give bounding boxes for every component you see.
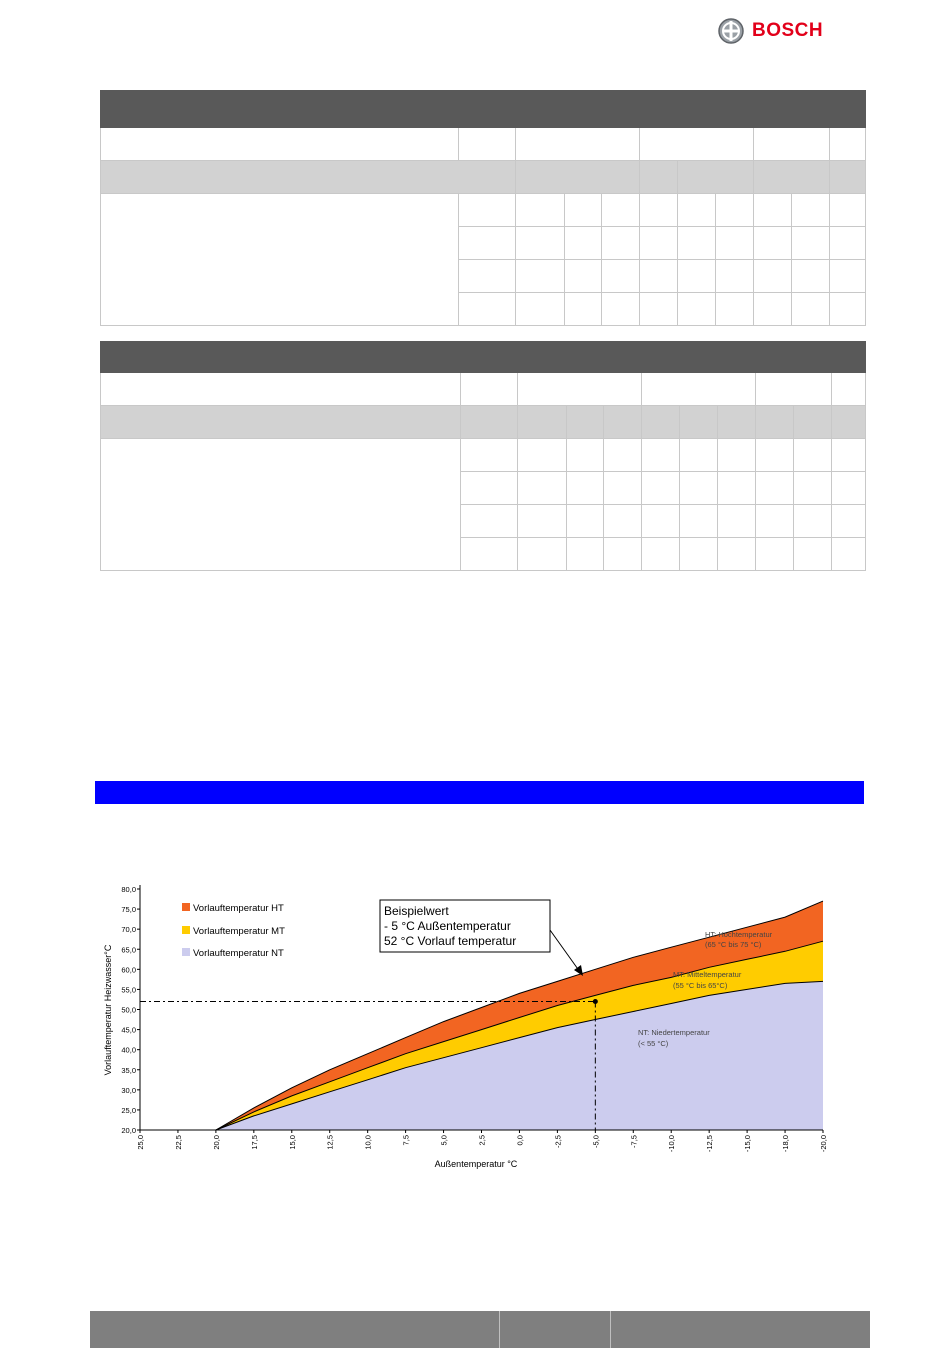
x-tick-label: -20,0 [819, 1135, 828, 1153]
x-tick-label: 0,0 [515, 1135, 525, 1146]
heating-curve-chart [100, 875, 835, 1180]
x-tick-label: 15,0 [287, 1135, 297, 1150]
table-row [101, 439, 866, 472]
footer-cell [611, 1311, 870, 1348]
table-header-bar [101, 91, 866, 128]
example-point [593, 999, 598, 1004]
table-row [101, 194, 866, 227]
chart-legend [182, 903, 285, 959]
x-tick-label: 17,5 [249, 1135, 259, 1150]
x-tick-label: -10,0 [667, 1135, 677, 1153]
bosch-armature-icon [718, 18, 744, 44]
y-tick-label: 40,0 [121, 1045, 136, 1055]
annotation-mt-1: MT: Mitteltemperatur [673, 970, 742, 979]
table-subheader-row [101, 406, 866, 439]
legend-swatch-nt [182, 948, 190, 956]
y-tick-label: 65,0 [121, 945, 136, 955]
section-title-bar [95, 781, 864, 804]
callout-line-2: - 5 °C Außentemperatur [384, 919, 511, 933]
y-tick-label: 20,0 [121, 1126, 136, 1135]
x-tick-label: -5,0 [591, 1135, 601, 1148]
y-axis-label: Vorlauftemperatur Heizwasser°C [103, 944, 113, 1076]
x-tick-label: 12,5 [325, 1135, 335, 1150]
x-tick-label: 20,0 [211, 1135, 221, 1150]
annotation-nt-2: (< 55 °C) [638, 1039, 669, 1048]
x-tick-label: -18,0 [781, 1135, 791, 1153]
y-tick-label: 30,0 [121, 1085, 136, 1095]
x-tick-label: -15,0 [743, 1135, 753, 1153]
callout-line-1: Beispielwert [384, 904, 449, 918]
table-row [101, 373, 866, 406]
legend-swatch-ht [182, 903, 190, 911]
y-tick-label: 55,0 [121, 985, 136, 995]
y-tick-label: 75,0 [121, 905, 136, 915]
data-table-2 [100, 341, 866, 571]
x-tick-label: -7,5 [629, 1135, 639, 1148]
x-tick-label: -2,5 [553, 1135, 563, 1148]
table-header-bar [101, 342, 866, 373]
annotation-nt-1: NT: Niedertemperatur [638, 1028, 710, 1037]
x-tick-label: -12,5 [705, 1135, 715, 1153]
y-tick-label: 25,0 [121, 1105, 136, 1115]
y-tick-label: 80,0 [121, 885, 136, 894]
x-tick-label: 2,5 [477, 1135, 487, 1146]
x-tick-label: 25,0 [136, 1135, 145, 1150]
footer-cell [500, 1311, 611, 1348]
legend-label-mt: Vorlauftemperatur MT [193, 926, 285, 937]
annotation-mt-2: (55 °C bis 65°C) [673, 981, 728, 990]
legend-label-ht: Vorlauftemperatur HT [193, 903, 284, 914]
annotation-ht-2: (65 °C bis 75 °C) [705, 940, 762, 949]
x-tick-label: 5,0 [439, 1135, 449, 1146]
y-tick-label: 70,0 [121, 925, 136, 935]
table-row [101, 128, 866, 161]
data-table-1 [100, 90, 866, 326]
footer-cell [90, 1311, 500, 1348]
bosch-logo [718, 16, 838, 46]
x-tick-label: 10,0 [363, 1135, 373, 1150]
table-subheader-row [101, 161, 866, 194]
annotation-ht-1: HT: Hochtemperatur [705, 930, 773, 939]
x-tick-label: 22,5 [173, 1135, 183, 1150]
brand-name: BOSCH [752, 20, 824, 41]
y-tick-label: 35,0 [121, 1065, 136, 1075]
callout-line-3: 52 °C Vorlauf temperatur [384, 934, 517, 948]
x-axis-label: Außentemperatur °C [434, 1159, 518, 1169]
y-tick-label: 45,0 [121, 1025, 136, 1035]
legend-swatch-mt [182, 926, 190, 934]
legend-label-nt: Vorlauftemperatur NT [193, 948, 284, 959]
x-tick-label: 7,5 [401, 1135, 411, 1146]
y-tick-label: 50,0 [121, 1005, 136, 1015]
y-tick-label: 60,0 [121, 965, 136, 975]
page-footer-bar [90, 1311, 870, 1348]
